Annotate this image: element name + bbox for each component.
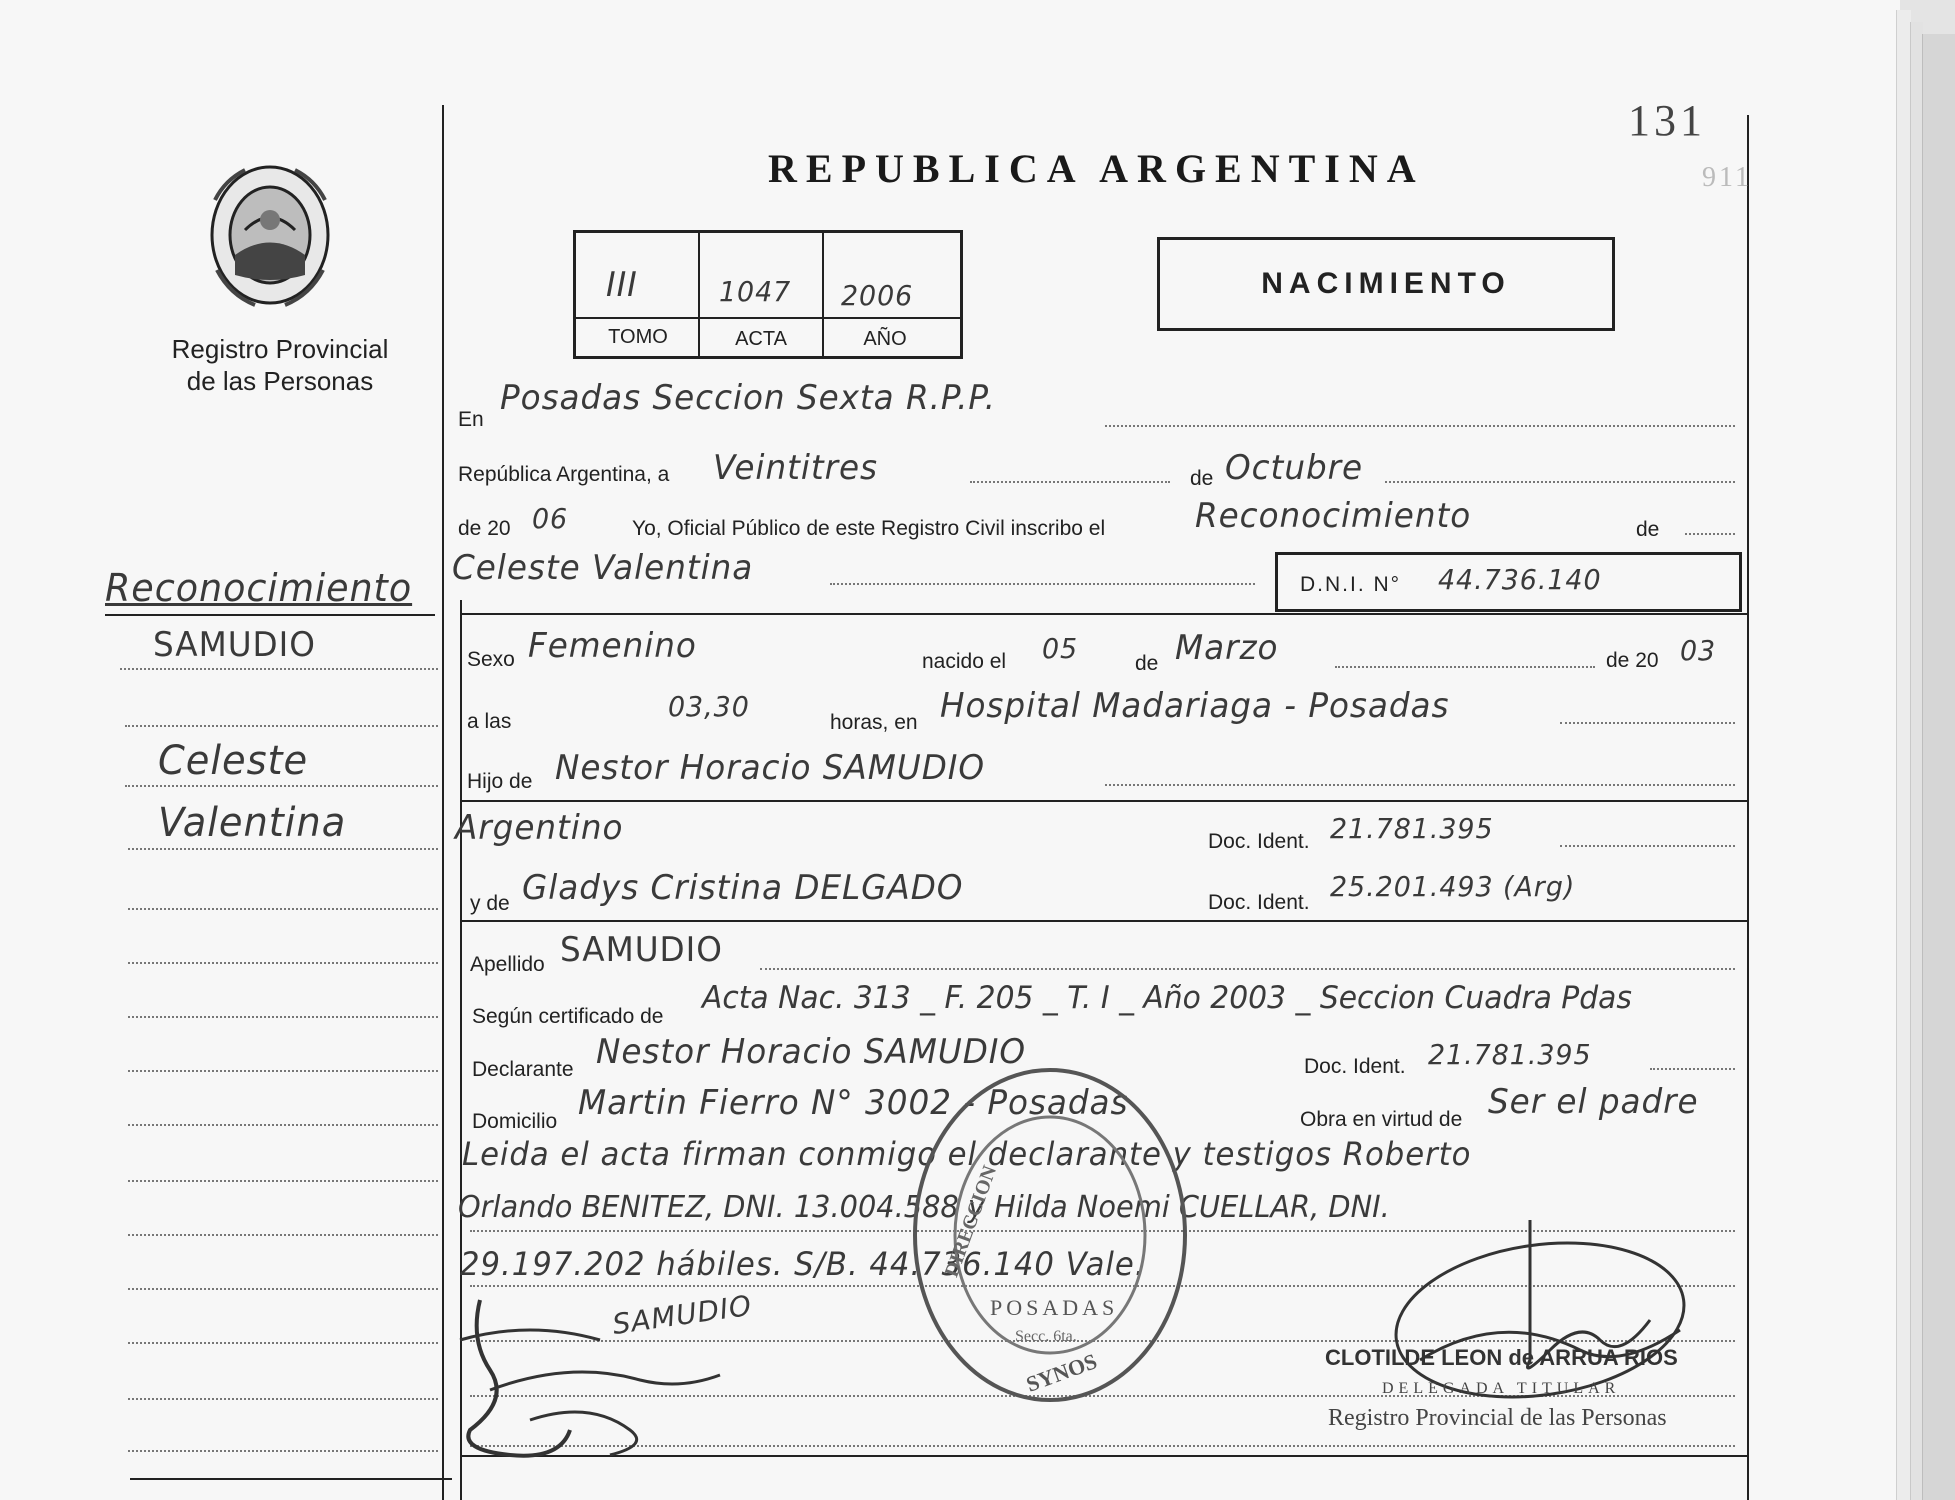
father-doc-value: 21.781.395 <box>1330 812 1494 845</box>
margin-dots <box>125 725 438 727</box>
declarante-label: Declarante <box>472 1058 574 1081</box>
father-value: Nestor Horacio SAMUDIO <box>555 748 986 788</box>
margin-dots <box>128 1450 438 1452</box>
tomo-label: TOMO <box>608 326 668 348</box>
margin-dots <box>128 1016 438 1018</box>
de-label: de <box>1190 467 1214 490</box>
doc-ident-label-3: Doc. Ident. <box>1304 1055 1406 1078</box>
doc-ident-label-2: Doc. Ident. <box>1208 891 1310 914</box>
official-office: Registro Provincial de las Personas <box>1328 1405 1667 1431</box>
dni-label: D.N.I. N° <box>1300 573 1402 596</box>
stamp-bottom: SYNOS <box>1022 1348 1101 1397</box>
father-dots <box>1105 784 1735 786</box>
registry-line1: Registro Provincial <box>171 334 389 364</box>
margin-dots <box>125 785 438 787</box>
margin-note-surname: SAMUDIO <box>153 625 316 665</box>
official-name: CLOTILDE LEON de ARRUA RIOS <box>1325 1345 1678 1370</box>
domicilio-value: Martin Fierro N° 3002 - Posadas <box>578 1083 1129 1123</box>
apellido-label: Apellido <box>470 953 545 976</box>
birth-month-value: Marzo <box>1175 628 1279 668</box>
statement-line-3: 29.197.202 hábiles. S/B. 44.736.140 Vale. <box>460 1245 1146 1283</box>
dni-box <box>1275 552 1742 612</box>
day-dots <box>970 481 1170 483</box>
en-dots <box>1105 425 1735 427</box>
nacido-label: nacido el <box>922 650 1007 673</box>
margin-dots <box>128 962 438 964</box>
margin-dots <box>128 1234 438 1236</box>
place-value: Hospital Madariaga - Posadas <box>940 686 1450 726</box>
inscribo-value: Reconocimiento <box>1195 496 1472 536</box>
domicilio-label: Domicilio <box>472 1110 558 1133</box>
father-doc-dots <box>1560 845 1735 847</box>
year-value: 06 <box>532 502 569 535</box>
oficial-text: Yo, Oficial Público de este Registro Civil inscribo el <box>632 517 1106 540</box>
anio-label: AÑO <box>863 328 907 350</box>
official-title: DELEGADA TITULAR <box>1382 1380 1621 1397</box>
father-rule <box>460 800 1747 802</box>
statement-line-1: Leida el acta firman conmigo el declarante y testigos Roberto <box>462 1135 1472 1173</box>
obra-label: Obra en virtud de <box>1300 1108 1463 1131</box>
mother-rule <box>460 920 1747 922</box>
year-prefix: de 20 <box>458 517 511 540</box>
margin-note-name2: Valentina <box>158 800 347 846</box>
margin-dots <box>128 1124 438 1126</box>
acta-value: 1047 <box>719 275 792 308</box>
obra-value: Ser el padre <box>1488 1082 1699 1122</box>
declarante-doc-value: 21.781.395 <box>1428 1038 1592 1071</box>
father-nationality: Argentino <box>455 808 624 848</box>
a-las-label: a las <box>467 710 512 733</box>
declarante-value: Nestor Horacio SAMUDIO <box>596 1032 1027 1072</box>
seal-icon <box>205 160 335 310</box>
page-number-faint: 911 <box>1702 162 1752 193</box>
right-border <box>1747 115 1749 1500</box>
section-rule <box>460 613 1747 615</box>
margin-dots <box>120 668 438 670</box>
stamp-city: POSADAS <box>990 1295 1119 1320</box>
margin-dots <box>128 1288 438 1290</box>
margin-dots <box>128 1180 438 1182</box>
en-label: En <box>458 408 484 431</box>
sexo-label: Sexo <box>467 648 515 671</box>
statement-line-2: Orlando BENITEZ, DNI. 13.004.588 y Hilda Noemi CUELLAR, DNI. <box>458 1190 1390 1225</box>
margin-dots <box>128 848 438 850</box>
apellido-value: SAMUDIO <box>560 930 723 970</box>
record-type-box: NACIMIENTO <box>1157 237 1615 331</box>
birth-month-dots <box>1335 666 1595 668</box>
birth-year-value: 03 <box>1680 634 1717 667</box>
month-value: Octubre <box>1225 448 1364 488</box>
stamp-section: Secc. 6ta. <box>1015 1328 1077 1345</box>
apellido-dots <box>760 968 1735 970</box>
certificado-label: Según certificado de <box>472 1005 664 1028</box>
doc-ident-label: Doc. Ident. <box>1208 830 1310 853</box>
tomo-value: III <box>606 265 638 305</box>
page-number: 131 <box>1628 96 1706 145</box>
acta-label: ACTA <box>735 328 787 350</box>
margin-divider <box>442 105 444 1500</box>
margin-top-rule <box>105 614 435 616</box>
republica-label: República Argentina, a <box>458 463 670 486</box>
y-de-label: y de <box>470 892 510 915</box>
sexo-value: Femenino <box>528 626 697 666</box>
stamp-top: DIRECCION <box>940 1162 1002 1280</box>
page-title: REPUBLICA ARGENTINA <box>768 146 1425 191</box>
name-dots <box>830 583 1255 585</box>
de-label-2: de <box>1636 518 1660 541</box>
place-dots <box>1560 722 1735 724</box>
certificado-value: Acta Nac. 313 _ F. 205 _ T. I _ Año 2003 _ Seccion Cuadra Pdas <box>702 980 1632 1016</box>
register-box-col3 <box>822 233 824 356</box>
margin-dots <box>128 1342 438 1344</box>
hijo-label: Hijo de <box>467 770 533 793</box>
margin-bottom-rule <box>130 1478 452 1480</box>
de-label-3: de <box>1135 652 1159 675</box>
margin-dots <box>128 1070 438 1072</box>
time-value: 03,30 <box>668 690 750 723</box>
registry-line2: de las Personas <box>186 366 374 396</box>
anio-value: 2006 <box>841 279 914 312</box>
day-value: Veintitres <box>713 448 879 488</box>
declarant-signature-text: SAMUDIO <box>610 1288 755 1341</box>
dni-value: 44.736.140 <box>1438 563 1602 596</box>
margin-note-reconocimiento: Reconocimiento <box>105 566 413 610</box>
page-edge <box>1896 10 1911 1500</box>
mother-doc-value: 25.201.493 (Arg) <box>1330 870 1576 903</box>
margin-dots <box>128 1398 438 1400</box>
register-box <box>573 230 963 359</box>
register-box-divider <box>576 317 960 319</box>
birth-year-prefix: de 20 <box>1606 649 1659 672</box>
mother-value: Gladys Cristina DELGADO <box>522 868 964 908</box>
de-dots <box>1685 533 1735 535</box>
birth-day-value: 05 <box>1042 632 1079 665</box>
margin-dots <box>128 908 438 910</box>
month-dots <box>1385 481 1735 483</box>
en-value: Posadas Seccion Sexta R.P.P. <box>500 378 996 418</box>
horas-label: horas, en <box>830 711 918 734</box>
declarante-doc-dots <box>1650 1068 1735 1070</box>
name-value: Celeste Valentina <box>452 548 754 588</box>
page-edge <box>1922 34 1955 1500</box>
margin-note-name1: Celeste <box>158 738 309 784</box>
official-stamp <box>905 1060 1195 1410</box>
register-box-col2 <box>698 233 700 356</box>
